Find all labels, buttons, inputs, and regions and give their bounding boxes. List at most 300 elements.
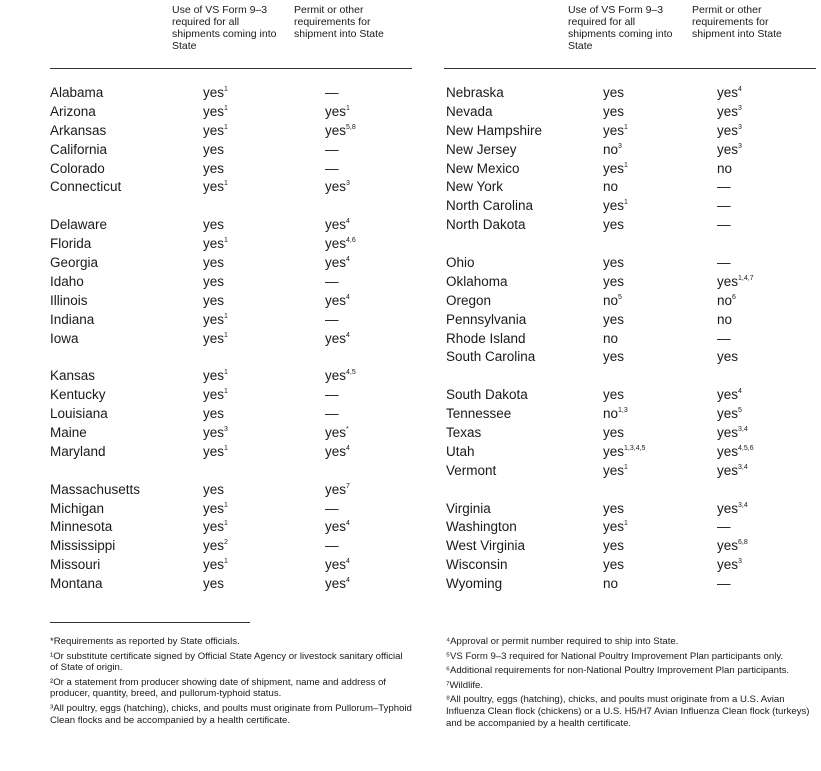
form-requirement-text: yes bbox=[603, 198, 625, 214]
state-name bbox=[50, 443, 106, 462]
table-row bbox=[0, 122, 420, 141]
form-requirement bbox=[603, 500, 624, 519]
form-requirement-text: yes bbox=[203, 425, 225, 441]
form-requirement bbox=[603, 273, 624, 292]
permit-requirement-text: yes bbox=[717, 349, 739, 365]
table-row bbox=[420, 84, 821, 103]
permit-requirement-text: — bbox=[325, 85, 339, 100]
footnote-ref: 1 bbox=[624, 123, 628, 131]
permit-requirement bbox=[717, 537, 748, 556]
form-requirement-text: yes bbox=[203, 160, 225, 176]
state-name bbox=[446, 254, 475, 273]
state-name bbox=[446, 556, 508, 575]
state-name bbox=[446, 518, 517, 537]
form-requirement-text: yes bbox=[203, 217, 225, 233]
table-row bbox=[420, 292, 821, 311]
state-name bbox=[446, 103, 493, 122]
footnote-ref: 3 bbox=[618, 142, 622, 150]
footnote-ref: 3 bbox=[738, 558, 742, 566]
table-row bbox=[420, 443, 821, 462]
footnote-ref: 1 bbox=[346, 104, 350, 112]
permit-requirement-text: — bbox=[717, 217, 731, 233]
form-requirement-text: yes bbox=[603, 425, 625, 441]
permit-requirement bbox=[717, 292, 736, 311]
table-row bbox=[420, 405, 821, 424]
permit-requirement-text: yes bbox=[325, 292, 347, 308]
form-requirement bbox=[203, 575, 224, 594]
state-name bbox=[50, 273, 84, 292]
form-requirement bbox=[603, 311, 624, 330]
permit-requirement-text: yes bbox=[325, 443, 347, 459]
footnote-ref: 1 bbox=[224, 331, 228, 339]
permit-requirement-text: yes bbox=[325, 481, 347, 497]
permit-requirement-text: yes bbox=[325, 368, 347, 384]
permit-requirement-text: — bbox=[325, 141, 339, 157]
form-requirement bbox=[203, 367, 228, 386]
state-name bbox=[446, 122, 542, 141]
permit-requirement-text: yes bbox=[325, 576, 347, 592]
permit-requirement bbox=[717, 216, 731, 235]
footnote: *Requirements as reported by State officials. bbox=[50, 636, 240, 647]
permit-requirement-text: — bbox=[717, 179, 731, 195]
table-row bbox=[420, 462, 821, 481]
header-divider bbox=[444, 68, 816, 69]
state-rows bbox=[0, 84, 420, 594]
form-requirement-text: yes bbox=[603, 122, 625, 138]
footnote-ref: 3 bbox=[346, 180, 350, 188]
form-requirement bbox=[603, 103, 624, 122]
state-name bbox=[50, 103, 96, 122]
permit-requirement-text: — bbox=[325, 538, 339, 554]
state-name-text: Pennsylvania bbox=[446, 311, 527, 327]
form-requirement bbox=[603, 197, 628, 216]
permit-requirement-text: — bbox=[325, 387, 339, 403]
footnote-ref: 1 bbox=[624, 520, 628, 528]
state-name-text: Montana bbox=[50, 576, 103, 592]
permit-requirement bbox=[325, 500, 339, 519]
permit-requirement bbox=[717, 330, 731, 349]
form-requirement bbox=[203, 386, 228, 405]
table-row bbox=[420, 178, 821, 197]
form-requirement-text: yes bbox=[203, 538, 225, 554]
permit-requirement bbox=[325, 254, 350, 273]
state-name bbox=[446, 197, 533, 216]
form-requirement bbox=[203, 537, 228, 556]
form-requirement-text: yes bbox=[203, 273, 225, 289]
table-row bbox=[0, 311, 420, 330]
state-name bbox=[446, 330, 526, 349]
state-name-text: Ohio bbox=[446, 255, 475, 271]
state-name-text: Mississippi bbox=[50, 538, 116, 554]
form-requirement-text: yes bbox=[203, 557, 225, 573]
permit-requirement bbox=[325, 178, 350, 197]
state-name-text: Idaho bbox=[50, 273, 84, 289]
form-requirement-text: no bbox=[603, 141, 619, 157]
permit-requirement bbox=[325, 367, 356, 386]
permit-requirement bbox=[717, 103, 742, 122]
footnote-ref: 4 bbox=[738, 388, 742, 396]
table-row bbox=[420, 330, 821, 349]
footnote-ref: 1 bbox=[224, 520, 228, 528]
state-name bbox=[446, 141, 517, 160]
state-name bbox=[446, 160, 520, 179]
footnote-ref: 1,4,7 bbox=[738, 274, 754, 282]
footnote: ⁸All poultry, eggs (hatching), chicks, and poults must originate from a U.S. Avian Influenza Clean flock (chickens) or a U.S. H5/H7 Avian Influenza Clean flock (turkeys) and be accompanied by a health certificate. bbox=[446, 694, 810, 729]
permit-requirement-text: yes bbox=[717, 538, 739, 554]
state-name-text: New Mexico bbox=[446, 160, 520, 176]
permit-requirement-text: — bbox=[717, 255, 731, 271]
footnote-ref: 3 bbox=[738, 142, 742, 150]
table-row bbox=[0, 178, 420, 197]
state-name bbox=[50, 235, 91, 254]
permit-requirement bbox=[717, 197, 731, 216]
state-name bbox=[50, 424, 87, 443]
footnote-ref: 1 bbox=[224, 237, 228, 245]
permit-requirement bbox=[325, 405, 339, 424]
form-requirement-text: yes bbox=[603, 349, 625, 365]
form-requirement-text: no bbox=[603, 406, 619, 422]
form-requirement bbox=[603, 443, 645, 462]
table-row bbox=[0, 141, 420, 160]
permit-requirement bbox=[325, 84, 339, 103]
table-row bbox=[0, 216, 420, 235]
permit-requirement bbox=[325, 443, 350, 462]
form-requirement-text: yes bbox=[203, 481, 225, 497]
permit-requirement-text: yes bbox=[717, 387, 739, 403]
form-requirement-text: yes bbox=[203, 236, 225, 252]
state-name-text: Wisconsin bbox=[446, 557, 508, 573]
state-name bbox=[446, 178, 503, 197]
table-row bbox=[420, 386, 821, 405]
form-requirement-text: yes bbox=[603, 217, 625, 233]
footnote-ref: 4 bbox=[346, 558, 350, 566]
form-requirement bbox=[203, 292, 224, 311]
table-row bbox=[420, 556, 821, 575]
form-requirement bbox=[603, 348, 624, 367]
state-name-text: Maine bbox=[50, 425, 87, 441]
state-name-text: California bbox=[50, 141, 108, 157]
footnote-ref: * bbox=[346, 426, 349, 434]
footnote-ref: 4 bbox=[346, 331, 350, 339]
state-name-text: Rhode Island bbox=[446, 330, 526, 346]
permit-requirement bbox=[325, 311, 339, 330]
form-requirement-text: yes bbox=[203, 292, 225, 308]
state-name-text: West Virginia bbox=[446, 538, 526, 554]
form-requirement-text: yes bbox=[603, 538, 625, 554]
form-requirement bbox=[603, 141, 622, 160]
table-row bbox=[420, 500, 821, 519]
table-row bbox=[0, 556, 420, 575]
state-name bbox=[50, 254, 98, 273]
permit-requirement bbox=[325, 386, 339, 405]
footnote-ref: 1,3,4,5 bbox=[624, 444, 646, 452]
form-requirement-text: yes bbox=[203, 443, 225, 459]
permit-requirement-text: yes bbox=[717, 273, 739, 289]
table-row bbox=[420, 424, 821, 443]
footnote-ref: 1 bbox=[224, 388, 228, 396]
form-requirement-text: yes bbox=[203, 103, 225, 119]
form-requirement-text: yes bbox=[603, 160, 625, 176]
state-name-text: Vermont bbox=[446, 462, 497, 478]
state-name-text: Indiana bbox=[50, 311, 95, 327]
form-requirement bbox=[203, 518, 228, 537]
state-name bbox=[446, 537, 525, 556]
table-row bbox=[0, 518, 420, 537]
form-requirement-text: yes bbox=[203, 141, 225, 157]
permit-requirement-text: yes bbox=[325, 217, 347, 233]
permit-requirement bbox=[325, 556, 350, 575]
state-name bbox=[50, 84, 103, 103]
permit-requirement-text: no bbox=[717, 311, 733, 327]
permit-requirement-text: yes bbox=[325, 330, 347, 346]
state-name-text: Texas bbox=[446, 425, 482, 441]
state-name-text: Tennessee bbox=[446, 406, 512, 422]
permit-requirement-text: yes bbox=[325, 425, 347, 441]
permit-requirement-text: no bbox=[717, 292, 733, 308]
footnote-ref: 3,4 bbox=[738, 501, 748, 509]
form-requirement bbox=[203, 141, 224, 160]
footnote-ref: 1 bbox=[224, 558, 228, 566]
form-requirement bbox=[203, 273, 224, 292]
form-requirement bbox=[603, 386, 624, 405]
header-permit-column: Permit or other requirements for shipment into State bbox=[294, 4, 384, 40]
table-row bbox=[0, 292, 420, 311]
permit-requirement-text: yes bbox=[717, 557, 739, 573]
permit-requirement-text: yes bbox=[717, 85, 739, 100]
permit-requirement bbox=[325, 537, 339, 556]
state-name bbox=[50, 122, 106, 141]
form-requirement bbox=[603, 424, 624, 443]
footnote-ref: 6,8 bbox=[738, 539, 748, 547]
state-name bbox=[50, 556, 100, 575]
permit-requirement-text: yes bbox=[717, 122, 739, 138]
state-name bbox=[50, 160, 105, 179]
permit-requirement bbox=[717, 462, 748, 481]
form-requirement-text: yes bbox=[603, 443, 625, 459]
footnote-ref: 1 bbox=[224, 312, 228, 320]
state-name bbox=[446, 292, 491, 311]
state-name-text: Massachusetts bbox=[50, 481, 141, 497]
table-row bbox=[0, 575, 420, 594]
form-requirement bbox=[203, 424, 228, 443]
state-name-text: Michigan bbox=[50, 500, 105, 516]
state-name-text: Oregon bbox=[446, 292, 492, 308]
form-requirement-text: yes bbox=[203, 122, 225, 138]
form-requirement bbox=[603, 330, 618, 349]
form-requirement-text: yes bbox=[203, 387, 225, 403]
permit-requirement bbox=[325, 103, 350, 122]
form-requirement-text: no bbox=[603, 179, 619, 195]
footnote-ref: 1 bbox=[224, 86, 228, 93]
footnote-ref: 4 bbox=[738, 86, 742, 93]
permit-requirement bbox=[325, 160, 339, 179]
form-requirement bbox=[603, 84, 624, 103]
table-row bbox=[0, 500, 420, 519]
state-name bbox=[50, 311, 94, 330]
form-requirement bbox=[203, 405, 224, 424]
form-requirement bbox=[203, 330, 228, 349]
state-name bbox=[50, 575, 103, 594]
state-name bbox=[446, 84, 504, 103]
permit-requirement-text: yes bbox=[717, 462, 739, 478]
form-requirement-text: yes bbox=[203, 85, 225, 100]
state-name-text: Utah bbox=[446, 443, 475, 459]
permit-requirement-text: — bbox=[717, 198, 731, 214]
permit-requirement bbox=[717, 178, 731, 197]
permit-requirement-text: yes bbox=[717, 406, 739, 422]
state-rows bbox=[420, 84, 821, 594]
permit-requirement-text: yes bbox=[717, 500, 739, 516]
table-row bbox=[420, 122, 821, 141]
footnotes-right bbox=[446, 636, 811, 732]
permit-requirement-text: yes bbox=[325, 255, 347, 271]
state-name-text: North Dakota bbox=[446, 217, 526, 233]
permit-requirement-text: yes bbox=[325, 122, 347, 138]
state-name bbox=[446, 405, 511, 424]
footnote-ref: 3,4 bbox=[738, 463, 748, 471]
state-name-text: Connecticut bbox=[50, 179, 122, 195]
state-name-text: Colorado bbox=[50, 160, 105, 176]
table-row bbox=[420, 311, 821, 330]
table-row bbox=[0, 103, 420, 122]
table-row bbox=[420, 537, 821, 556]
footnote-ref: 1 bbox=[224, 369, 228, 377]
footnote: ⁵VS Form 9–3 required for National Poultry Improvement Plan participants only. bbox=[446, 650, 784, 662]
permit-requirement-text: yes bbox=[717, 103, 739, 119]
footnote-ref: 4 bbox=[346, 293, 350, 301]
footnote: ⁶Additional requirements for non-National Poultry Improvement Plan participants. bbox=[446, 665, 790, 677]
state-name bbox=[50, 481, 140, 500]
footnote-ref: 1 bbox=[224, 501, 228, 509]
form-requirement bbox=[203, 103, 228, 122]
form-requirement bbox=[203, 481, 224, 500]
permit-requirement bbox=[325, 235, 356, 254]
footnote: ⁴Approval or permit number required to ship into State. bbox=[446, 636, 679, 647]
state-name bbox=[446, 443, 475, 462]
permit-requirement-text: — bbox=[325, 406, 339, 422]
permit-requirement bbox=[717, 443, 754, 462]
footnote-ref: 1 bbox=[624, 463, 628, 471]
footnote-ref: 4,5 bbox=[346, 369, 356, 377]
permit-requirement bbox=[717, 273, 754, 292]
permit-requirement-text: yes bbox=[325, 557, 347, 573]
footnote-ref: 3,4 bbox=[738, 426, 748, 434]
footnote-ref: 1 bbox=[224, 444, 228, 452]
footnote-ref: 2 bbox=[224, 539, 228, 547]
state-name bbox=[50, 216, 107, 235]
state-name bbox=[446, 216, 526, 235]
form-requirement-text: yes bbox=[203, 255, 225, 271]
footnote-ref: 4 bbox=[346, 256, 350, 264]
table-row bbox=[0, 84, 420, 103]
footnote-ref: 4 bbox=[346, 444, 350, 452]
table-row bbox=[0, 386, 420, 405]
form-requirement bbox=[203, 178, 228, 197]
state-name-text: Minnesota bbox=[50, 519, 113, 535]
form-requirement bbox=[603, 254, 624, 273]
footnote: ¹Or substitute certificate signed by Official State Agency or livestock sanitary official of State of origin. bbox=[50, 650, 403, 674]
table-row bbox=[420, 518, 821, 537]
form-requirement-text: yes bbox=[203, 330, 225, 346]
table-row bbox=[0, 367, 420, 386]
form-requirement-text: yes bbox=[603, 255, 625, 271]
table-row bbox=[420, 348, 821, 367]
form-requirement-text: yes bbox=[603, 500, 625, 516]
form-requirement-text: yes bbox=[203, 368, 225, 384]
header-divider bbox=[50, 68, 412, 69]
footnote-ref: 6 bbox=[732, 293, 736, 301]
state-name-text: Illinois bbox=[50, 292, 88, 308]
form-requirement-text: yes bbox=[603, 273, 625, 289]
permit-requirement bbox=[325, 575, 350, 594]
permit-requirement-text: — bbox=[325, 273, 339, 289]
state-name bbox=[50, 367, 95, 386]
state-name-text: North Carolina bbox=[446, 198, 534, 214]
form-requirement bbox=[203, 556, 228, 575]
footnote-ref: 7 bbox=[346, 482, 350, 490]
form-requirement-text: yes bbox=[603, 462, 625, 478]
form-requirement-text: yes bbox=[203, 406, 225, 422]
state-name-text: Kansas bbox=[50, 368, 96, 384]
state-name-text: Washington bbox=[446, 519, 517, 535]
permit-requirement-text: yes bbox=[717, 425, 739, 441]
state-name bbox=[50, 500, 104, 519]
footnote-ref: 4 bbox=[346, 218, 350, 226]
footnote-ref: 3 bbox=[224, 426, 228, 434]
state-name-text: New Jersey bbox=[446, 141, 517, 157]
header-form-column: Use of VS Form 9–3 required for all shipments coming into State bbox=[172, 4, 277, 52]
form-requirement bbox=[203, 443, 228, 462]
permit-requirement bbox=[325, 518, 350, 537]
form-requirement-text: no bbox=[603, 292, 619, 308]
state-name-text: Missouri bbox=[50, 557, 101, 573]
state-name bbox=[446, 273, 508, 292]
permit-requirement bbox=[325, 141, 339, 160]
form-requirement bbox=[203, 160, 224, 179]
form-requirement-text: yes bbox=[603, 85, 625, 100]
permit-requirement-text: yes bbox=[325, 103, 347, 119]
form-requirement-text: yes bbox=[203, 519, 225, 535]
footnote-ref: 4 bbox=[346, 520, 350, 528]
form-requirement-text: yes bbox=[203, 311, 225, 327]
form-requirement bbox=[603, 292, 622, 311]
state-name-text: Kentucky bbox=[50, 387, 106, 403]
form-requirement bbox=[603, 575, 618, 594]
permit-requirement bbox=[717, 311, 732, 330]
table-row bbox=[420, 273, 821, 292]
footnote-ref: 5 bbox=[738, 407, 742, 415]
table-row bbox=[420, 216, 821, 235]
footnote-ref: 1 bbox=[224, 180, 228, 188]
state-name-text: Nebraska bbox=[446, 85, 504, 100]
footnote-divider bbox=[50, 622, 250, 623]
permit-requirement-text: yes bbox=[717, 141, 739, 157]
form-requirement-text: yes bbox=[603, 311, 625, 327]
state-name-text: Arizona bbox=[50, 103, 96, 119]
state-name-text: Arkansas bbox=[50, 122, 107, 138]
permit-requirement bbox=[325, 330, 350, 349]
form-requirement-text: no bbox=[603, 330, 619, 346]
permit-requirement-text: yes bbox=[325, 519, 347, 535]
permit-requirement-text: no bbox=[717, 160, 733, 176]
table-row bbox=[0, 235, 420, 254]
state-name-text: Oklahoma bbox=[446, 273, 508, 289]
state-name-text: Georgia bbox=[50, 255, 99, 271]
footnote-ref: 5 bbox=[618, 293, 622, 301]
form-requirement bbox=[603, 405, 628, 424]
footnote-ref: 3 bbox=[738, 123, 742, 131]
permit-requirement-text: yes bbox=[325, 236, 347, 252]
